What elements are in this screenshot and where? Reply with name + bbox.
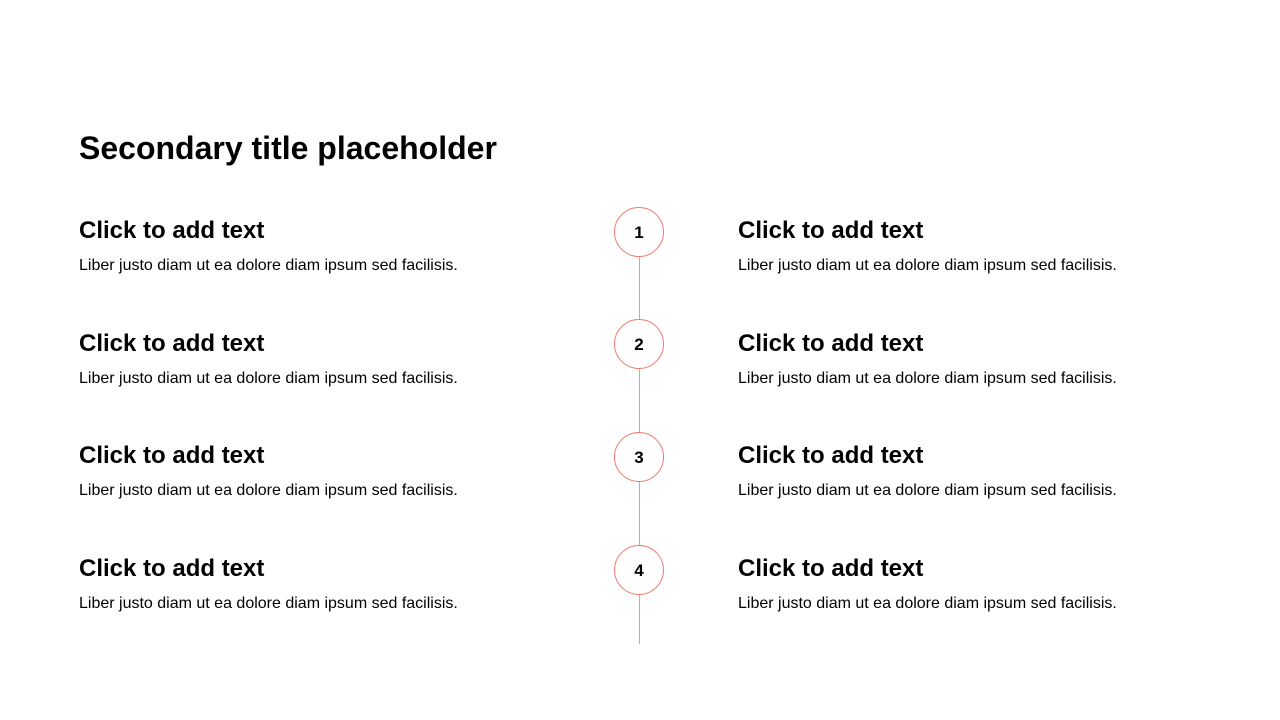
- item-heading[interactable]: Click to add text: [79, 330, 265, 357]
- timeline-item-right-1[interactable]: [738, 216, 1218, 276]
- item-heading[interactable]: Click to add text: [79, 217, 265, 244]
- timeline-item-left-4[interactable]: [79, 554, 559, 614]
- item-body[interactable]: Liber justo diam ut ea dolore diam ipsum sed facilisis.: [738, 482, 1117, 499]
- timeline-item-left-3[interactable]: [79, 441, 559, 501]
- slide-title[interactable]: Secondary title placeholder: [79, 130, 497, 166]
- step-number-badge-3: 3: [614, 432, 664, 482]
- item-body[interactable]: Liber justo diam ut ea dolore diam ipsum sed facilisis.: [79, 370, 458, 387]
- item-body[interactable]: Liber justo diam ut ea dolore diam ipsum sed facilisis.: [79, 595, 458, 612]
- timeline-item-left-1[interactable]: [79, 216, 559, 276]
- item-heading[interactable]: Click to add text: [738, 330, 924, 357]
- item-heading[interactable]: Click to add text: [738, 217, 924, 244]
- step-number-badge-4: 4: [614, 545, 664, 595]
- item-heading[interactable]: Click to add text: [738, 442, 924, 469]
- item-body[interactable]: Liber justo diam ut ea dolore diam ipsum sed facilisis.: [738, 595, 1117, 612]
- item-body[interactable]: Liber justo diam ut ea dolore diam ipsum sed facilisis.: [79, 257, 458, 274]
- timeline-item-right-4[interactable]: [738, 554, 1218, 614]
- timeline-item-right-2[interactable]: [738, 329, 1218, 389]
- timeline-item-right-3[interactable]: [738, 441, 1218, 501]
- item-body[interactable]: Liber justo diam ut ea dolore diam ipsum sed facilisis.: [738, 370, 1117, 387]
- item-heading[interactable]: Click to add text: [79, 555, 265, 582]
- timeline-item-left-2[interactable]: [79, 329, 559, 389]
- item-body[interactable]: Liber justo diam ut ea dolore diam ipsum sed facilisis.: [79, 482, 458, 499]
- item-heading[interactable]: Click to add text: [738, 555, 924, 582]
- item-heading[interactable]: Click to add text: [79, 442, 265, 469]
- step-number-badge-1: 1: [614, 207, 664, 257]
- item-body[interactable]: Liber justo diam ut ea dolore diam ipsum sed facilisis.: [738, 257, 1117, 274]
- step-number-badge-2: 2: [614, 319, 664, 369]
